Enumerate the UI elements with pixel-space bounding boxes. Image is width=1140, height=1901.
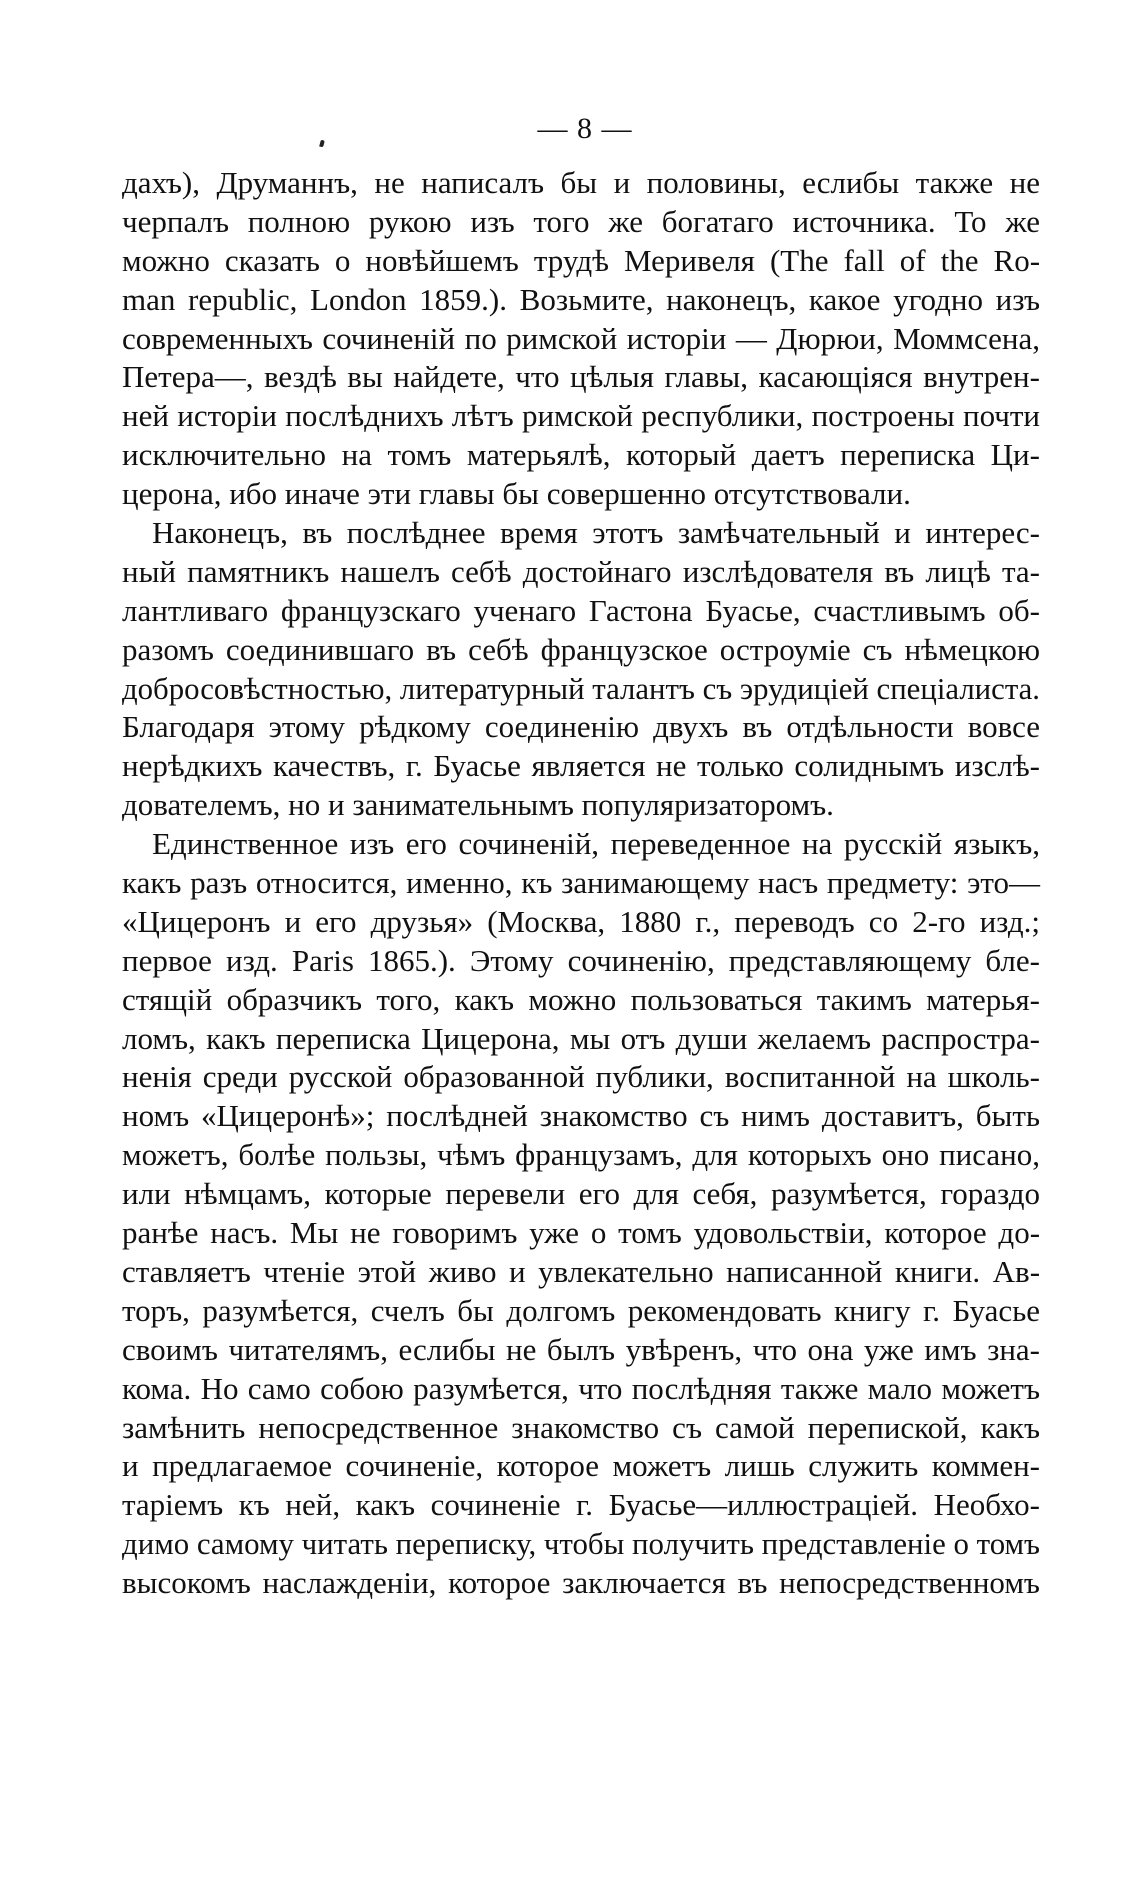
text-line bbox=[122, 1564, 1040, 1603]
text-line bbox=[122, 397, 1040, 436]
text-line bbox=[122, 747, 1040, 786]
text-line-content: церона, ибо иначе эти главы бы совершенно отсутствовали. bbox=[122, 476, 911, 512]
text-line-content: «Цицеронъ и его друзья» (Москва, 1880 г., переводъ со 2-го изд.; bbox=[122, 903, 1040, 939]
text-line-content: Наконецъ, въ послѣднее время этотъ замѣчательный и интерес- bbox=[152, 515, 1040, 551]
text-line bbox=[122, 1486, 1040, 1525]
text-line-content: исключительно на томъ матерьялѣ, который даетъ переписка Ци- bbox=[122, 437, 1040, 473]
text-line bbox=[122, 514, 1040, 553]
print-speck bbox=[319, 140, 325, 148]
text-line-content: добросовѣстностью, литературный талантъ съ эрудиціей спеціалиста. bbox=[122, 670, 1041, 706]
text-line-content: разомъ соединившаго въ себѣ французское остроуміе съ нѣмецкою bbox=[122, 631, 1040, 667]
text-line-content: можетъ, болѣе пользы, чѣмъ французамъ, для которыхъ оно писано, bbox=[122, 1137, 1040, 1173]
text-line bbox=[122, 1020, 1040, 1059]
text-line bbox=[122, 436, 1040, 475]
text-line bbox=[122, 1175, 1040, 1214]
text-line bbox=[122, 1370, 1040, 1409]
text-line bbox=[122, 475, 1040, 514]
text-line bbox=[122, 1136, 1040, 1175]
text-line-content: ломъ, какъ переписка Цицерона, мы отъ души желаемъ распростра- bbox=[122, 1020, 1041, 1056]
text-line bbox=[122, 670, 1040, 709]
page-number: — 8 — bbox=[537, 112, 633, 145]
text-line bbox=[122, 1214, 1040, 1253]
text-line-content: дователемъ, но и занимательнымъ популяризаторомъ. bbox=[122, 787, 834, 823]
text-line-content: ненія среди русской образованной публики, воспитанной на школь- bbox=[122, 1059, 1041, 1095]
text-line bbox=[122, 203, 1040, 242]
text-line bbox=[122, 1447, 1040, 1486]
text-line-content: современныхъ сочиненій по римской исторіи — Дюрюи, Моммсена, bbox=[122, 320, 1041, 356]
text-line-content: кома. Но само собою разумѣется, что послѣдняя также мало можетъ bbox=[122, 1370, 1041, 1406]
text-line-content: Благодаря этому рѣдкому соединенію двухъ въ отдѣльности вовсе bbox=[122, 709, 1041, 745]
text-line bbox=[122, 553, 1040, 592]
text-line bbox=[122, 320, 1040, 359]
text-line-content: торъ, разумѣется, счелъ бы долгомъ рекомендовать книгу г. Буасье bbox=[122, 1292, 1040, 1328]
text-line-content: первое изд. Paris 1865.). Этому сочиненію, представляющему бле- bbox=[122, 942, 1040, 978]
text-line-content: замѣнить непосредственное знакомство съ самой перепиской, какъ bbox=[122, 1409, 1040, 1445]
text-line-content: стящій образчикъ того, какъ можно пользоваться такимъ матерья- bbox=[122, 981, 1040, 1017]
text-line-content: Единственное изъ его сочиненій, переведенное на русскій языкъ, bbox=[152, 826, 1041, 862]
text-line bbox=[122, 942, 1040, 981]
text-line bbox=[122, 242, 1040, 281]
text-line-content: высокомъ наслажденіи, которое заключается въ непосредственномъ bbox=[122, 1565, 1040, 1601]
text-line-content: Петера—, вездѣ вы найдете, что цѣлыя главы, касающіяся внутрен- bbox=[122, 359, 1040, 395]
body-text bbox=[122, 164, 1040, 1603]
text-line-content: man republic, London 1859.). Возьмите, наконецъ, какое угодно изъ bbox=[122, 281, 1040, 317]
text-line bbox=[122, 1409, 1040, 1448]
text-line bbox=[122, 786, 1040, 825]
text-line bbox=[122, 1253, 1040, 1292]
text-line-content: лантливаго французскаго ученаго Гастона Буасье, счастливымъ об- bbox=[122, 592, 1040, 628]
text-line-content: своимъ читателямъ, еслибы не былъ увѣренъ, что она уже имъ зна- bbox=[122, 1331, 1041, 1367]
text-line bbox=[122, 358, 1040, 397]
text-line-content: дахъ), Друманнъ, не написалъ бы и половины, еслибы также не bbox=[122, 165, 1041, 200]
text-line-content: можно сказать о новѣйшемъ трудѣ Меривеля (The fall of the Ro- bbox=[122, 242, 1041, 278]
text-line-content: нерѣдкихъ качествъ, г. Буасье является не только солиднымъ изслѣ- bbox=[122, 748, 1041, 784]
text-line-content: черпалъ полною рукою изъ того же богатаго источника. То же bbox=[122, 203, 1040, 239]
text-line bbox=[122, 1058, 1040, 1097]
text-line bbox=[122, 164, 1040, 203]
text-line bbox=[122, 631, 1040, 670]
paragraph bbox=[122, 825, 1040, 1603]
paragraph bbox=[122, 164, 1040, 514]
text-line-content: ставляетъ чтеніе этой живо и увлекательно написанной книги. Ав- bbox=[122, 1253, 1041, 1289]
text-line-content: ней исторіи послѣднихъ лѣтъ римской республики, построены почти bbox=[122, 398, 1040, 434]
text-line-content: ный памятникъ нашелъ себѣ достойнаго изслѣдователя въ лицѣ та- bbox=[122, 553, 1040, 589]
text-line bbox=[122, 903, 1040, 942]
text-line-content: номъ «Цицеронѣ»; послѣдней знакомство съ нимъ доставитъ, быть bbox=[122, 1098, 1041, 1134]
text-line bbox=[122, 592, 1040, 631]
text-line bbox=[122, 1331, 1040, 1370]
text-line-content: ранѣе насъ. Мы не говоримъ уже о томъ удовольствіи, которое до- bbox=[122, 1215, 1041, 1251]
text-line bbox=[122, 1097, 1040, 1136]
text-line-content: димо самому читать переписку, чтобы получить представленіе о томъ bbox=[122, 1526, 1041, 1562]
text-line bbox=[122, 864, 1040, 903]
text-line-content: какъ разъ относится, именно, къ занимающему насъ предмету: это— bbox=[122, 865, 1041, 901]
text-line bbox=[122, 1292, 1040, 1331]
text-line bbox=[122, 281, 1040, 320]
text-line-content: и предлагаемое сочиненіе, которое можетъ лишь служить коммен- bbox=[122, 1448, 1041, 1484]
text-line bbox=[122, 825, 1040, 864]
text-line bbox=[122, 708, 1040, 747]
text-line-content: таріемъ къ ней, какъ сочиненіе г. Буасье—иллюстраціей. Необхо- bbox=[122, 1487, 1040, 1523]
text-line bbox=[122, 981, 1040, 1020]
text-line-content: или нѣмцамъ, которые перевели его для себя, разумѣется, гораздо bbox=[122, 1176, 1040, 1212]
text-line bbox=[122, 1525, 1040, 1564]
paragraph bbox=[122, 514, 1040, 825]
